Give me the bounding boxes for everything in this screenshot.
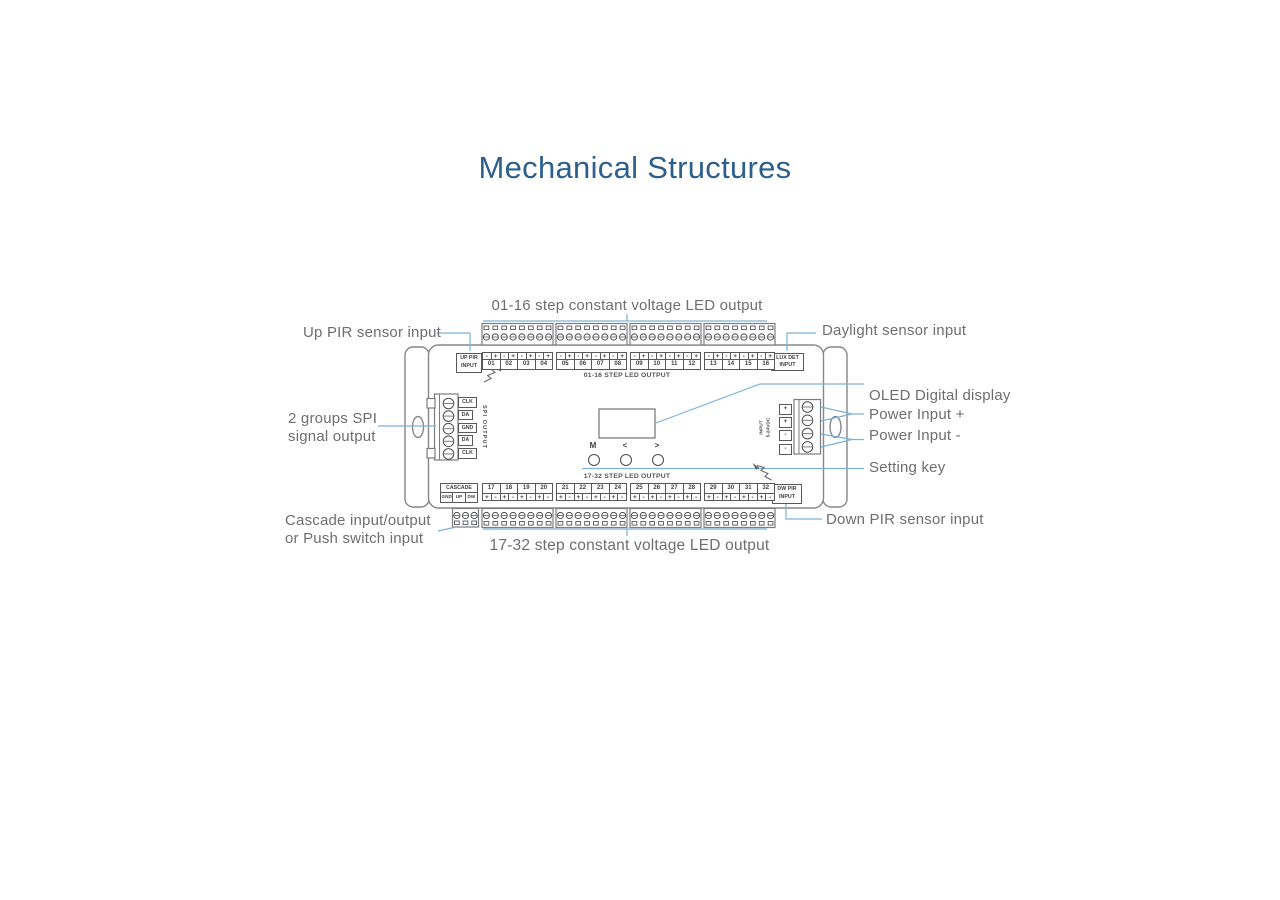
power-pin-plus1: + bbox=[779, 404, 792, 415]
terminal-channel-25: 25 + - bbox=[630, 483, 649, 501]
terminal-channel-10: - + 10 bbox=[648, 352, 667, 370]
terminal-channel-11: - + 11 bbox=[665, 352, 684, 370]
setting-button-left bbox=[620, 454, 632, 466]
spi-pin-da2: DA bbox=[458, 435, 473, 446]
terminal-channel-15: - + 15 bbox=[739, 352, 758, 370]
terminal-channel-03: - + 03 bbox=[517, 352, 536, 370]
terminal-channel-07: - + 07 bbox=[591, 352, 610, 370]
terminal-channel-32: 32 + - bbox=[757, 483, 776, 501]
power-pin-minus2: - bbox=[779, 444, 792, 455]
power-plus-label: Power Input + bbox=[869, 406, 965, 423]
terminal-channel-group bbox=[630, 352, 701, 370]
dw-pir-input-box bbox=[772, 484, 802, 504]
terminal-channel-05: - + 05 bbox=[556, 352, 575, 370]
top-output-callout-line bbox=[483, 314, 767, 321]
up-pir-label: Up PIR sensor input bbox=[303, 324, 442, 341]
cascade-pin-row bbox=[440, 492, 478, 503]
bottom-section-label: 17-32 STEP LED OUTPUT bbox=[583, 473, 671, 480]
terminal-channel-06: - + 06 bbox=[574, 352, 593, 370]
cascade-callout-line2: or Push switch input bbox=[285, 529, 424, 547]
cascade-callout-line1: Cascade input/output bbox=[285, 512, 431, 529]
spi-pin-labels bbox=[458, 397, 477, 461]
up-pir-input-box-line2: INPUT bbox=[461, 362, 477, 369]
terminal-channel-09: - + 09 bbox=[630, 352, 649, 370]
setting-button-right bbox=[652, 454, 664, 466]
cascade-box bbox=[440, 483, 478, 503]
terminal-channel-22: 22 + - bbox=[574, 483, 593, 501]
spi-group-label bbox=[288, 410, 377, 445]
mounting-hole-left bbox=[413, 417, 424, 438]
cascade-callout-label bbox=[285, 512, 431, 547]
power-input-rating-line2: 5-24VDC bbox=[766, 417, 772, 437]
terminal-channel-04: - + 04 bbox=[535, 352, 554, 370]
power-pin-minus1: - bbox=[779, 430, 792, 441]
terminal-channel-20: 20 + - bbox=[535, 483, 554, 501]
spi-pin-da1: DA bbox=[458, 410, 473, 421]
setting-button-m bbox=[588, 454, 600, 466]
cascade-callout-line bbox=[438, 528, 454, 532]
dw-pir-input-box-line2: INPUT bbox=[779, 493, 795, 500]
spi-pin-clk1: CLK bbox=[458, 397, 477, 408]
spi-output-label: SPI OUTPUT bbox=[481, 404, 487, 449]
mounting-hole-right bbox=[830, 417, 841, 438]
terminal-channel-21: 21 + - bbox=[556, 483, 575, 501]
spi-pin-gnd: GND bbox=[458, 423, 477, 434]
bottom-output-label: 17-32 step constant voltage LED output bbox=[489, 537, 770, 554]
terminal-channel-group bbox=[630, 483, 701, 501]
terminal-channel-27: 27 + - bbox=[665, 483, 684, 501]
page-title: Mechanical Structures bbox=[478, 150, 792, 185]
bottom-output-callout-line bbox=[483, 529, 767, 536]
terminal-channel-group bbox=[704, 352, 775, 370]
terminal-channel-19: 19 + - bbox=[517, 483, 536, 501]
lux-det-input-box-line1: LUX DET bbox=[776, 354, 799, 361]
terminal-channel-01: - + 01 bbox=[482, 352, 501, 370]
lux-det-input-box bbox=[771, 353, 804, 371]
terminal-channel-02: - + 02 bbox=[500, 352, 519, 370]
cascade-title: CASCADE bbox=[440, 483, 478, 493]
terminal-channel-26: 26 + - bbox=[648, 483, 667, 501]
cascade-pin-gnd: GND bbox=[440, 492, 453, 503]
dw-pir-input-box-line1: DW PIR bbox=[777, 486, 797, 492]
top-output-label: 01-16 step constant voltage LED output bbox=[491, 297, 763, 314]
button-label-m: M bbox=[589, 441, 597, 450]
terminal-channel-13: - + 13 bbox=[704, 352, 723, 370]
power-input-rating-label bbox=[759, 404, 774, 450]
power-minus-label: Power Input - bbox=[869, 427, 961, 444]
oled-label: OLED Digital display bbox=[869, 387, 1011, 404]
channel-strip-17-32 bbox=[482, 483, 775, 501]
spi-group-label-line1: 2 groups SPI bbox=[288, 410, 378, 427]
terminal-channel-28: 28 + - bbox=[683, 483, 702, 501]
cascade-pin-dw: DW bbox=[465, 492, 478, 503]
setting-key-label: Setting key bbox=[869, 459, 946, 476]
top-section-label: 01-16 STEP LED OUTPUT bbox=[583, 372, 671, 379]
daylight-label: Daylight sensor input bbox=[822, 322, 967, 339]
cascade-pin-up: UP bbox=[452, 492, 465, 503]
power-pin-plus2: + bbox=[779, 417, 792, 428]
terminal-channel-24: 24 + - bbox=[609, 483, 628, 501]
spi-group-label-line2: signal output bbox=[288, 427, 376, 445]
terminal-channel-17: 17 + - bbox=[482, 483, 501, 501]
terminal-channel-group bbox=[482, 352, 553, 370]
spi-pin-clk2: CLK bbox=[458, 448, 477, 459]
terminal-channel-31: 31 + - bbox=[739, 483, 758, 501]
button-label-right: > bbox=[654, 441, 660, 450]
oled-display-rect bbox=[599, 409, 655, 438]
terminal-channel-30: 30 + - bbox=[722, 483, 741, 501]
terminal-channel-16: - + 16 bbox=[757, 352, 776, 370]
terminal-channel-group bbox=[556, 352, 627, 370]
lux-det-input-box-line2: INPUT bbox=[779, 362, 796, 368]
terminal-channel-18: 18 + - bbox=[500, 483, 519, 501]
down-pir-label: Down PIR sensor input bbox=[826, 511, 984, 528]
terminal-channel-group bbox=[482, 483, 553, 501]
power-input-rating-line1: INPUT bbox=[759, 419, 765, 435]
up-pir-input-box-line1: UP PIR bbox=[460, 355, 478, 361]
terminal-channel-12: - + 12 bbox=[683, 352, 702, 370]
up-pir-input-box bbox=[456, 353, 482, 373]
terminal-channel-29: 29 + - bbox=[704, 483, 723, 501]
terminal-channel-14: - + 14 bbox=[722, 352, 741, 370]
channel-strip-01-16 bbox=[482, 352, 775, 370]
terminal-channel-group bbox=[556, 483, 627, 501]
terminal-channel-23: 23 + - bbox=[591, 483, 610, 501]
terminal-channel-08: - + 08 bbox=[609, 352, 628, 370]
terminal-channel-group bbox=[704, 483, 775, 501]
power-pin-labels bbox=[779, 404, 792, 458]
button-label-left: < bbox=[622, 441, 628, 450]
